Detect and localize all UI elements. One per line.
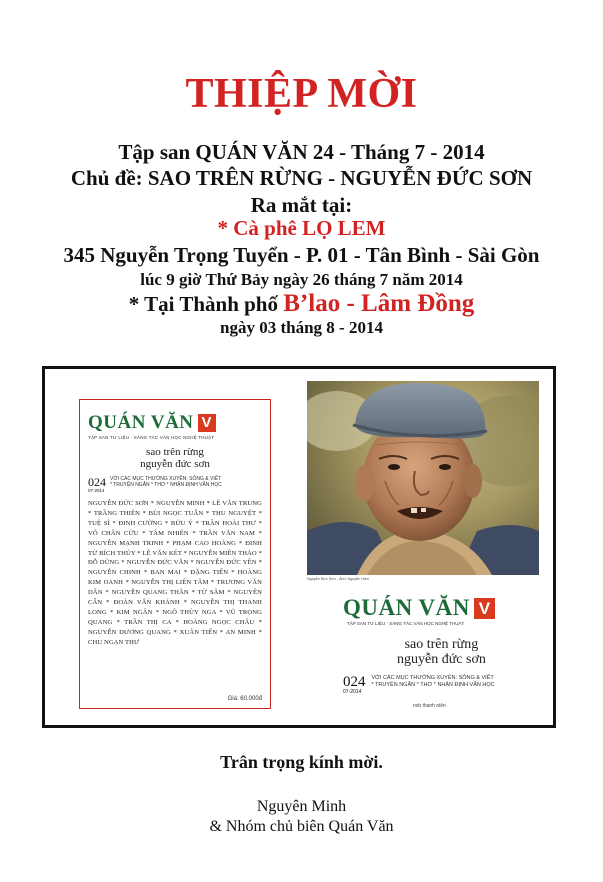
back-issue-number: 024 [88, 475, 106, 489]
v-logo-icon: V [198, 414, 216, 432]
closing-greeting: Trân trọng kính mời. [220, 752, 383, 772]
venue1-time: lúc 9 giờ Thứ Bảy ngày 26 tháng 7 năm 2014 [140, 270, 463, 289]
photo-caption: Nguyễn Đức Sơn - Ảnh: Nguyễn Hiền [307, 577, 369, 581]
venue1-line [0, 216, 603, 241]
v-logo-icon: V [474, 598, 495, 619]
front-issue-number: 024 [343, 674, 366, 690]
front-subtitle-1: sao trên rừng [404, 637, 479, 652]
theme-line: Chủ đề: SAO TRÊN RỪNG - NGUYỄN ĐỨC SƠN [70, 166, 533, 190]
front-issue-note-1: VỚI CÁC MỤC THƯỜNG XUYÊN: SÔNG & VIẾT [371, 675, 494, 681]
back-issue-block [88, 476, 262, 493]
front-issue-block [343, 675, 495, 695]
price-label: Giá: 60.000đ [227, 696, 262, 702]
venue2-name: B’lao - Lâm Đồng [283, 290, 475, 317]
back-issue-note-2: * TRUYỆN NGẮN * THƠ * NHẬN ĐỊNH VĂN HỌC [110, 482, 222, 488]
front-subtitle-2: nguyễn đức sơn [397, 652, 486, 667]
venue1-bullet: * [217, 216, 234, 240]
back-issue-date: 07-2014 [88, 488, 105, 493]
back-subtitle-2: nguyễn đức sơn [140, 458, 210, 470]
launch-heading: Ra mắt tại: [250, 193, 353, 217]
back-cover [79, 399, 271, 709]
front-cover [307, 381, 539, 715]
front-tagline: TẬP SAN TƯ LIỆU · SÁNG TÁC VĂN HỌC NGHỆ THUẬT [347, 621, 465, 626]
signature-group: & Nhóm chủ biên Quán Văn [209, 818, 394, 835]
author-list: NGUYỄN ĐỨC SƠN * NGUYỄN MINH * LÊ VĂN TRUNG * TRẦNG THIÊN * BÙI NGỌC TUẤN * THU NGUYỆT * TUỆ SĨ * ĐINH CƯỜNG * BỬU Ý * TRẦN HOÀI THƯ * VÕ CHÂN CỬU * TÂM NHIÊN * TRẦN VĂN NAM * NGUYỄN MẠNH TRINH * PHẠM CAO HOÀNG * ĐINH TỪ BÍCH THÚY * LÊ VĂN KÉT * NGUYỄN MIÊN THẢO * ĐỖ DŨNG * NGUYỄN ĐỨC VĂN * NGUYỄN ĐỨC YÊN * NGUYỄN CHINH * BAN MAI * ĐẶNG TIẾN * HOÀNG KIM OANH * NGUYỄN THỊ LIÊN TÂM * TRƯƠNG VĂN DÂN * NGUYỄN QUANG THÂN * TỪ SÂM * NGUYÊN CẨN * ĐOÀN VĂN KHÁNH * NGUYỄN THỊ THANH LONG * KIM NGÂN * NGÔ THÙY NGA * VŨ TRỌNG QUANG * TRẦN THỊ CA * HOÀNG NGỌC CHÂU * NGUYỄN DƯƠNG QUANG * XUÂN TIẾN * AN MINH * CHU NGẠN THƯ [88, 500, 262, 646]
front-issue-note-2: * TRUYỆN NGẮN * THƠ * NHẬN ĐỊNH VĂN HỌC [371, 682, 495, 688]
invitation-title: THIỆP MỜI [185, 71, 418, 117]
venue2-line [0, 290, 603, 318]
back-logo [88, 412, 262, 434]
back-tagline: TẬP SAN TƯ LIỆU · SÁNG TÁC VĂN HỌC NGHỆ THUẬT [88, 435, 215, 440]
front-logo [343, 595, 495, 621]
publisher-label: nxb thanh niên [413, 703, 446, 709]
venue2-date: ngày 03 tháng 8 - 2014 [220, 318, 383, 337]
front-logo-text: QUÁN VĂN [343, 595, 470, 620]
issue-line: Tập san QUÁN VĂN 24 - Tháng 7 - 2014 [118, 140, 485, 164]
author-portrait-photo [307, 381, 539, 575]
front-issue-date: 07-2014 [343, 689, 362, 695]
venue2-prefix: * Tại Thành phố [128, 292, 284, 316]
back-subtitle [88, 446, 262, 470]
back-issue-note-1: VỚI CÁC MỤC THƯỜNG XUYÊN: SÔNG & VIẾT [110, 476, 222, 482]
venue1-name: Cà phê LỌ LEM [233, 216, 386, 240]
signature-name: Nguyên Minh [256, 798, 347, 815]
back-logo-text: QUÁN VĂN [88, 412, 194, 433]
book-cover-image [42, 366, 556, 728]
venue1-address: 345 Nguyễn Trọng Tuyển - P. 01 - Tân Bình - Sài Gòn [63, 243, 540, 267]
front-subtitle [397, 637, 486, 667]
back-subtitle-1: sao trên rừng [146, 446, 204, 458]
